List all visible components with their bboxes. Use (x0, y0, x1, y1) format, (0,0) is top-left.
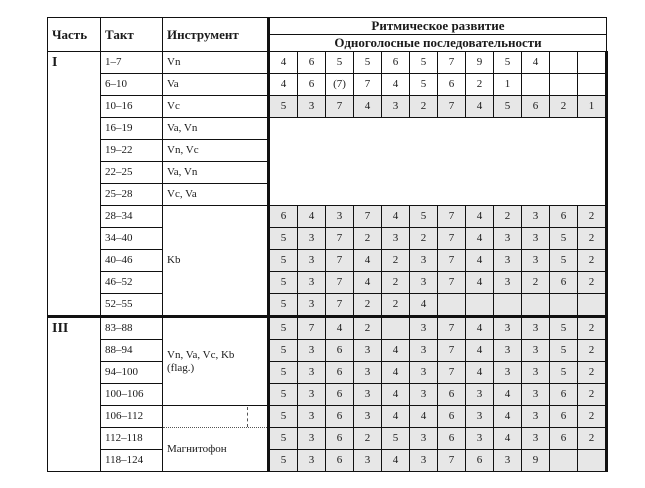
value-cell: 7 (438, 228, 466, 250)
value-cell: 2 (382, 272, 410, 294)
takt-cell: 40–46 (101, 250, 163, 272)
value-cell: 4 (522, 52, 550, 74)
value-cell: 4 (382, 206, 410, 228)
instrument-cell: Va, Vn (163, 118, 269, 140)
takt-cell: 6–10 (101, 74, 163, 96)
value-cell: 7 (326, 228, 354, 250)
value-cell: 2 (578, 228, 607, 250)
table-row (48, 362, 607, 384)
value-cell: 2 (578, 206, 607, 228)
value-cell: 3 (298, 250, 326, 272)
value-cell: 7 (438, 52, 466, 74)
value-cell: 4 (494, 428, 522, 450)
value-cell: 2 (354, 228, 382, 250)
value-cell: 2 (522, 272, 550, 294)
value-cell: 4 (466, 228, 494, 250)
value-cell: 7 (298, 317, 326, 340)
value-cell: 6 (438, 428, 466, 450)
value-cell: 3 (410, 272, 438, 294)
value-cell: 4 (466, 272, 494, 294)
value-cell: 3 (466, 384, 494, 406)
takt-cell: 46–52 (101, 272, 163, 294)
value-cell: 3 (494, 340, 522, 362)
value-cell: 3 (298, 228, 326, 250)
value-cell: 5 (494, 96, 522, 118)
part-label: III (48, 317, 101, 472)
value-cell: 6 (466, 450, 494, 472)
value-cell: 3 (410, 317, 438, 340)
value-cell: 5 (550, 317, 578, 340)
value-cell: 6 (522, 96, 550, 118)
value-cell: 5 (269, 340, 298, 362)
value-cell: 6 (550, 428, 578, 450)
value-cell: 4 (466, 96, 494, 118)
value-cell: 2 (382, 294, 410, 317)
takt-cell: 1–7 (101, 52, 163, 74)
value-cell: 6 (326, 384, 354, 406)
table-row (48, 317, 607, 340)
table-row (48, 74, 607, 96)
value-cell: 9 (466, 52, 494, 74)
value-cell: 3 (410, 428, 438, 450)
instrument-cell: Kb (163, 206, 269, 317)
value-cell: 6 (326, 340, 354, 362)
value-cell: 2 (354, 428, 382, 450)
value-cell: 3 (354, 450, 382, 472)
table-row (48, 294, 607, 317)
value-cell (382, 317, 410, 340)
value-cell: 2 (410, 96, 438, 118)
value-cell: 7 (438, 272, 466, 294)
value-cell: 7 (438, 317, 466, 340)
value-cell: 2 (410, 228, 438, 250)
header-instrument: Инструмент (163, 18, 269, 52)
part-label: I (48, 52, 101, 317)
value-cell: 7 (438, 206, 466, 228)
value-cell: 2 (382, 250, 410, 272)
table-row (48, 340, 607, 362)
value-cell: 5 (269, 362, 298, 384)
takt-cell: 22–25 (101, 162, 163, 184)
value-cell: 2 (466, 74, 494, 96)
table-row (48, 250, 607, 272)
takt-cell: 16–19 (101, 118, 163, 140)
value-cell (550, 74, 578, 96)
header-part: Часть (48, 18, 101, 52)
value-cell: 5 (269, 272, 298, 294)
value-cell: 3 (494, 228, 522, 250)
value-cell: 4 (382, 74, 410, 96)
takt-cell: 106–112 (101, 406, 163, 428)
value-cell: 6 (298, 52, 326, 74)
value-cell: 3 (522, 228, 550, 250)
value-cell: 4 (382, 450, 410, 472)
value-cell: 2 (578, 362, 607, 384)
value-cell (578, 450, 607, 472)
table-row (48, 206, 607, 228)
value-cell: 6 (326, 450, 354, 472)
value-cell (522, 74, 550, 96)
value-cell (550, 450, 578, 472)
value-cell: 5 (326, 52, 354, 74)
value-cell: 2 (578, 250, 607, 272)
value-cell: 4 (382, 362, 410, 384)
value-cell: 3 (522, 317, 550, 340)
value-cell: 4 (466, 206, 494, 228)
instrument-cell: Vc (163, 96, 269, 118)
value-cell: 3 (354, 362, 382, 384)
value-cell: 6 (550, 406, 578, 428)
value-cell: 4 (382, 406, 410, 428)
value-cell: 3 (298, 294, 326, 317)
value-cell: 2 (578, 406, 607, 428)
takt-cell: 94–100 (101, 362, 163, 384)
value-cell: 5 (269, 96, 298, 118)
value-cell: 5 (550, 250, 578, 272)
instrument-cell: Vc, Va (163, 184, 269, 206)
value-cell: 3 (298, 96, 326, 118)
value-cell: 2 (578, 384, 607, 406)
takt-cell: 112–118 (101, 428, 163, 450)
takt-cell: 83–88 (101, 317, 163, 340)
value-cell (550, 52, 578, 74)
table-row (48, 228, 607, 250)
value-cell: 4 (494, 406, 522, 428)
value-cell (438, 294, 466, 317)
table-row (48, 406, 607, 428)
value-cell: 4 (410, 294, 438, 317)
table-row (48, 450, 607, 472)
value-cell: 1 (494, 74, 522, 96)
instrument-cell: Vn, Vc (163, 140, 269, 162)
value-cell: 5 (410, 74, 438, 96)
value-cell (550, 294, 578, 317)
value-cell: 4 (354, 96, 382, 118)
value-cell: 5 (354, 52, 382, 74)
value-cell: 6 (382, 52, 410, 74)
value-cell: 3 (522, 250, 550, 272)
value-cell: 5 (382, 428, 410, 450)
value-cell: 3 (298, 272, 326, 294)
value-cell: 5 (550, 228, 578, 250)
value-cell: 7 (438, 250, 466, 272)
value-cell: 3 (298, 384, 326, 406)
value-cell: 3 (354, 340, 382, 362)
value-cell: 6 (438, 406, 466, 428)
value-cell: 5 (269, 294, 298, 317)
value-cell: 5 (269, 384, 298, 406)
value-cell (578, 52, 607, 74)
value-cell: 3 (298, 428, 326, 450)
takt-cell: 28–34 (101, 206, 163, 228)
value-cell: 3 (522, 340, 550, 362)
value-cell: 3 (466, 428, 494, 450)
value-cell: (7) (326, 74, 354, 96)
instrument-tape: Магнитофон (163, 428, 269, 472)
instrument-cell: Va (163, 74, 269, 96)
value-cell: 3 (354, 384, 382, 406)
table-row (48, 428, 607, 450)
value-cell: 6 (550, 206, 578, 228)
value-cell: 3 (298, 450, 326, 472)
value-cell: 3 (522, 206, 550, 228)
value-cell: 3 (354, 406, 382, 428)
value-cell: 6 (326, 406, 354, 428)
value-cell (494, 294, 522, 317)
instrument-group-strings: Vn, Va, Vc, Kb (flag.) (163, 317, 269, 406)
value-cell: 5 (410, 52, 438, 74)
takt-cell: 88–94 (101, 340, 163, 362)
value-cell: 4 (269, 74, 298, 96)
value-cell: 4 (269, 52, 298, 74)
value-cell: 6 (550, 272, 578, 294)
value-cell: 7 (354, 206, 382, 228)
value-cell: 4 (466, 340, 494, 362)
value-cell: 1 (578, 96, 607, 118)
value-cell: 7 (326, 96, 354, 118)
value-cell: 3 (522, 406, 550, 428)
value-cell: 2 (494, 206, 522, 228)
instrument-cell: Vn (163, 52, 269, 74)
value-cell: 4 (382, 340, 410, 362)
takt-cell: 100–106 (101, 384, 163, 406)
value-cell: 3 (298, 340, 326, 362)
table-row (48, 52, 607, 74)
table-row (48, 118, 607, 140)
table-row (48, 384, 607, 406)
takt-cell: 118–124 (101, 450, 163, 472)
value-cell: 3 (298, 406, 326, 428)
instrument-cell: Va, Vn (163, 162, 269, 184)
value-cell: 3 (494, 450, 522, 472)
value-cell: 6 (326, 428, 354, 450)
value-cell: 2 (578, 428, 607, 450)
rhythm-table (47, 17, 608, 472)
takt-cell: 52–55 (101, 294, 163, 317)
value-cell (522, 294, 550, 317)
value-cell: 3 (410, 384, 438, 406)
value-cell: 3 (494, 250, 522, 272)
takt-cell: 19–22 (101, 140, 163, 162)
value-cell: 7 (438, 362, 466, 384)
value-cell: 7 (354, 74, 382, 96)
value-cell: 4 (326, 317, 354, 340)
value-cell: 5 (550, 362, 578, 384)
value-cell (578, 74, 607, 96)
value-cell: 4 (298, 206, 326, 228)
value-cell: 3 (410, 362, 438, 384)
value-cell: 5 (269, 450, 298, 472)
table-row (48, 96, 607, 118)
value-cell: 3 (494, 272, 522, 294)
empty-region (269, 118, 607, 206)
takt-cell: 10–16 (101, 96, 163, 118)
value-cell: 7 (326, 250, 354, 272)
value-cell: 5 (410, 206, 438, 228)
value-cell: 3 (494, 362, 522, 384)
value-cell: 5 (494, 52, 522, 74)
value-cell: 6 (269, 206, 298, 228)
value-cell: 5 (269, 317, 298, 340)
value-cell: 4 (466, 362, 494, 384)
value-cell: 7 (326, 272, 354, 294)
value-cell: 3 (494, 317, 522, 340)
value-cell: 3 (410, 250, 438, 272)
value-cell: 2 (578, 272, 607, 294)
value-cell: 6 (298, 74, 326, 96)
value-cell: 3 (466, 406, 494, 428)
value-cell: 6 (438, 384, 466, 406)
value-cell: 5 (269, 406, 298, 428)
takt-cell: 25–28 (101, 184, 163, 206)
value-cell: 4 (494, 384, 522, 406)
value-cell: 6 (438, 74, 466, 96)
value-cell: 3 (522, 384, 550, 406)
value-cell: 3 (522, 428, 550, 450)
value-cell: 7 (326, 294, 354, 317)
header-takt: Такт (101, 18, 163, 52)
value-cell: 7 (438, 450, 466, 472)
value-cell: 4 (410, 406, 438, 428)
instrument-empty (163, 406, 269, 428)
value-cell: 3 (382, 96, 410, 118)
header-group-subtitle: Одноголосные последовательности (269, 35, 607, 52)
value-cell: 5 (269, 250, 298, 272)
value-cell: 5 (269, 428, 298, 450)
header-group-title: Ритмическое развитие (269, 18, 607, 35)
table-row (48, 272, 607, 294)
value-cell: 6 (326, 362, 354, 384)
value-cell: 4 (466, 317, 494, 340)
value-cell: 3 (298, 362, 326, 384)
value-cell: 2 (550, 96, 578, 118)
value-cell: 6 (550, 384, 578, 406)
value-cell (466, 294, 494, 317)
value-cell: 9 (522, 450, 550, 472)
takt-cell: 34–40 (101, 228, 163, 250)
value-cell: 5 (269, 228, 298, 250)
value-cell: 4 (354, 250, 382, 272)
value-cell: 3 (410, 450, 438, 472)
value-cell: 3 (522, 362, 550, 384)
value-cell: 2 (578, 317, 607, 340)
value-cell: 2 (354, 294, 382, 317)
value-cell: 2 (354, 317, 382, 340)
value-cell: 4 (382, 384, 410, 406)
value-cell: 7 (438, 340, 466, 362)
value-cell: 3 (382, 228, 410, 250)
value-cell: 3 (410, 340, 438, 362)
value-cell: 3 (326, 206, 354, 228)
value-cell: 4 (466, 250, 494, 272)
value-cell: 4 (354, 272, 382, 294)
value-cell: 2 (578, 340, 607, 362)
value-cell (578, 294, 607, 317)
value-cell: 5 (550, 340, 578, 362)
value-cell: 7 (438, 96, 466, 118)
